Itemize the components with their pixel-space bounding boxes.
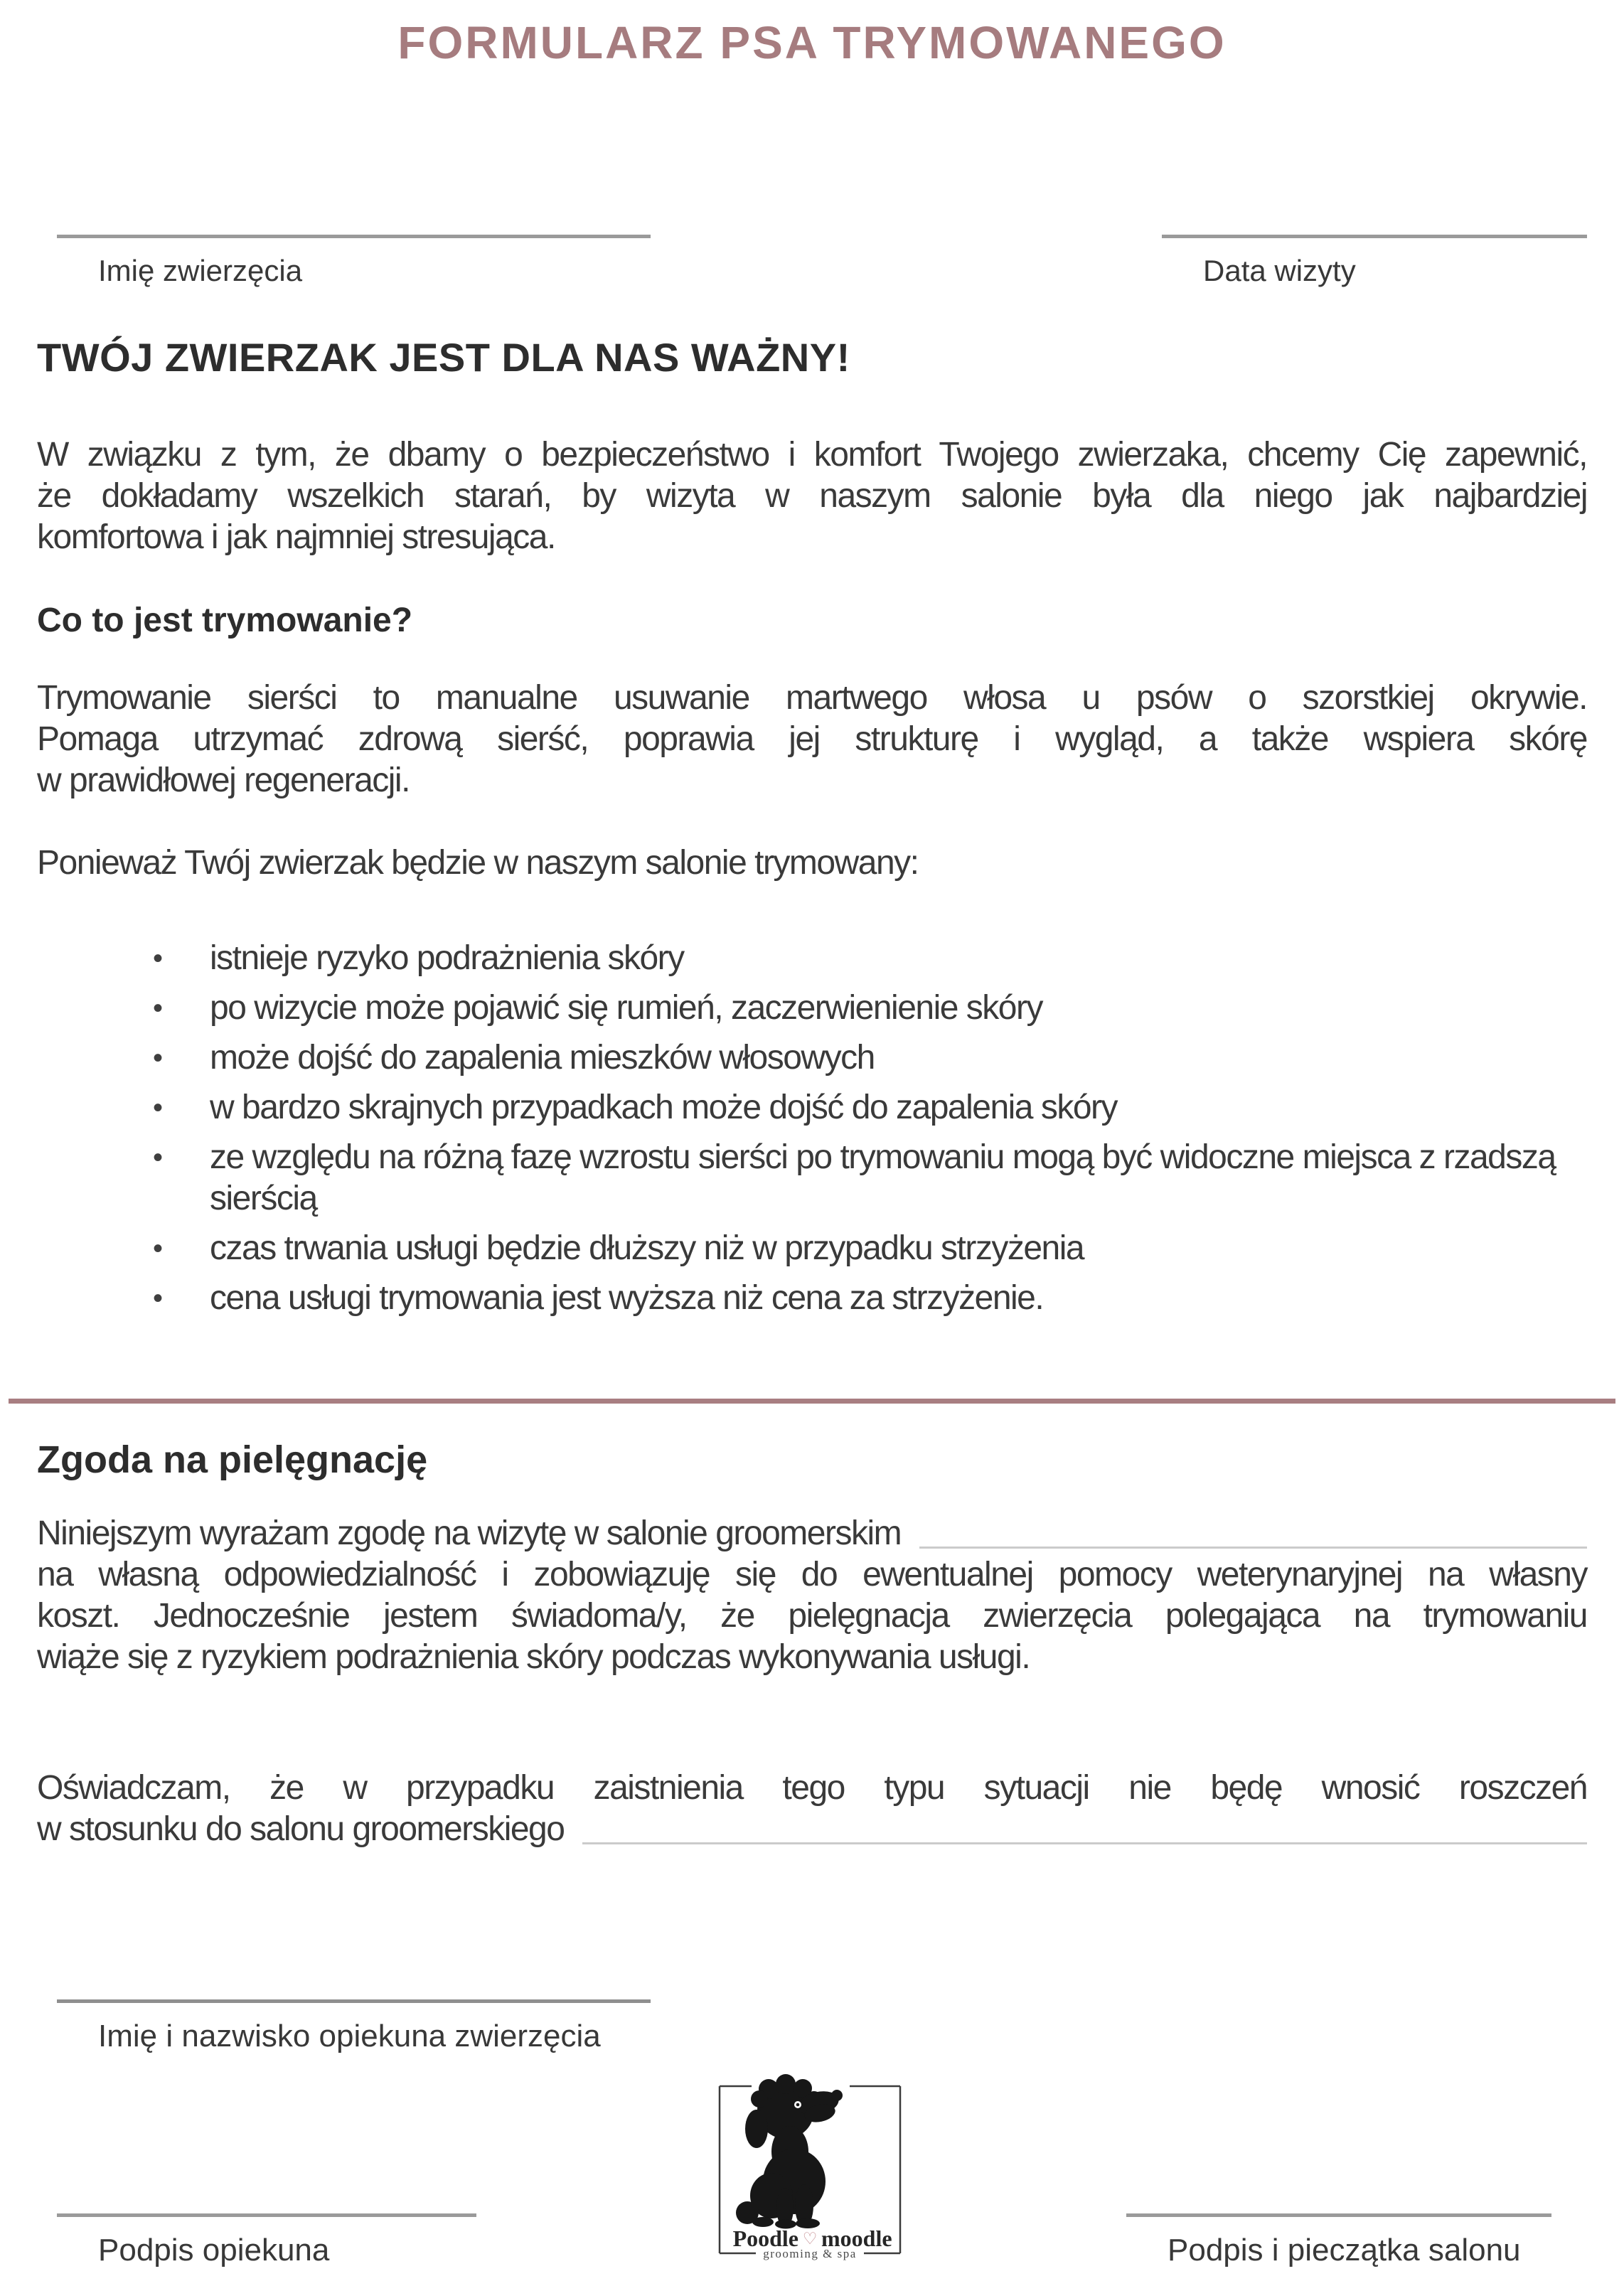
section-divider: [9, 1399, 1615, 1404]
intro-paragraph: [37, 434, 1587, 558]
pet-name-label: Imię zwierzęcia: [98, 254, 303, 287]
salon-logo: [715, 2073, 905, 2261]
list-item: • istnieje ryzyko podrażnienia skóry: [37, 938, 1587, 979]
list-item: • w bardzo skrajnych przypadkach może dojść do zapalenia skóry: [37, 1087, 1587, 1128]
consent-first-line: [37, 1513, 1587, 1554]
risk-list-intro: Ponieważ Twój zwierzak będzie w naszym salonie trymowany:: [37, 844, 919, 882]
visit-date-field[interactable]: [1162, 235, 1587, 289]
logo-tagline: grooming & spa: [763, 2247, 857, 2260]
logo-name-right: moodle: [821, 2226, 892, 2251]
consent-paragraph-line: wiąże się z ryzykiem podrażnienia skóry podczas wykonywania usługi.: [37, 1638, 1030, 1676]
poodle-dog-icon: [736, 2074, 843, 2229]
list-item: • cena usługi trymowania jest wyższa niż cena za strzyżenie.: [37, 1278, 1587, 1319]
salon-signature-label: Podpis i pieczątka salonu: [1168, 2233, 1521, 2267]
salon-name-fill-line-2[interactable]: [582, 1816, 1587, 1844]
declaration-second-line: [37, 1809, 1587, 1850]
list-item: • ze względu na różną fazę wzrostu sierści po trymowaniu mogą być widoczne miejsca z rzadszą sierścią: [37, 1137, 1587, 1219]
page-title: FORMULARZ PSA TRYMOWANEGO: [397, 17, 1227, 68]
intro-paragraph-line: W związku z tym, że dbamy o bezpieczeństwo i komfort Twojego zwierzaka, chcemy Cię zapewnić,: [37, 436, 1587, 474]
document-content: [0, 17, 1624, 1850]
intro-paragraph-line: że dokładamy wszelkich starań, by wizyta w naszym salonie była dla niego jak najbardziej: [37, 477, 1587, 515]
header-fields: [37, 235, 1587, 289]
owner-name-label: Imię i nazwisko opiekuna zwierzęcia: [98, 2019, 601, 2053]
consent-heading: Zgoda na pielęgnację: [37, 1438, 428, 1481]
visit-date-fill-line[interactable]: [1162, 235, 1587, 238]
owner-signature-label: Podpis opiekuna: [98, 2233, 330, 2267]
trimming-paragraph-line: Trymowanie sierści to manualne usuwanie martwego włosa u psów o szorstkiej okrywie.: [37, 679, 1587, 717]
trimming-paragraph-line: Pomaga utrzymać zdrową sierść, poprawia jej strukturę i wygląd, a także wspiera skórę: [37, 720, 1587, 758]
owner-signature-block: [57, 2213, 476, 2270]
list-item: • może dojść do zapalenia mieszków włosowych: [37, 1037, 1587, 1079]
pet-name-fill-line[interactable]: [57, 235, 651, 238]
consent-line-text: Niniejszym wyrażam zgodę na wizytę w salonie groomerskim: [37, 1515, 902, 1552]
owner-signature-line[interactable]: [57, 2213, 476, 2217]
owner-name-fill-line[interactable]: [57, 1999, 651, 2003]
pet-name-field[interactable]: [57, 235, 651, 289]
poodle-logo-graphic: [715, 2073, 905, 2261]
visit-date-label: Data wizyty: [1203, 254, 1356, 287]
intro-paragraph-line: komfortowa i jak najmniej stresująca.: [37, 518, 555, 556]
consent-paragraph: [37, 1554, 1587, 1678]
declaration-paragraph: [37, 1768, 1587, 1850]
list-item: • czas trwania usługi będzie dłuższy niż w przypadku strzyżenia: [37, 1228, 1587, 1269]
declaration-line: Oświadczam, że w przypadku zaistnienia tego typu sytuacji nie będę wnosić roszczeń: [37, 1769, 1587, 1807]
risk-list: [37, 938, 1587, 1319]
trimming-heading: Co to jest trymowanie?: [37, 602, 413, 639]
owner-name-signature-block: [57, 1999, 651, 2056]
trimming-paragraph-line: w prawidłowej regeneracji.: [37, 762, 410, 799]
salon-signature-line[interactable]: [1126, 2213, 1551, 2217]
salon-signature-block: [1126, 2213, 1551, 2270]
trimming-paragraph: [37, 678, 1587, 801]
salon-name-fill-line[interactable]: [919, 1520, 1587, 1549]
heart-icon: ♡: [802, 2230, 818, 2248]
logo-name-left: Poodle: [732, 2226, 798, 2251]
intro-heading: TWÓJ ZWIERZAK JEST DLA NAS WAŻNY!: [37, 335, 850, 380]
declaration-line-text: w stosunku do salonu groomerskiego: [37, 1810, 565, 1848]
consent-paragraph-line: na własną odpowiedzialność i zobowiązuję się do ewentualnej pomocy weterynaryjnej na własny: [37, 1556, 1587, 1593]
list-item: • po wizycie może pojawić się rumień, zaczerwienienie skóry: [37, 988, 1587, 1029]
consent-paragraph-line: koszt. Jednocześnie jestem świadoma/y, że pielęgnacja zwierzęcia polegająca na trymowaniu: [37, 1597, 1587, 1635]
